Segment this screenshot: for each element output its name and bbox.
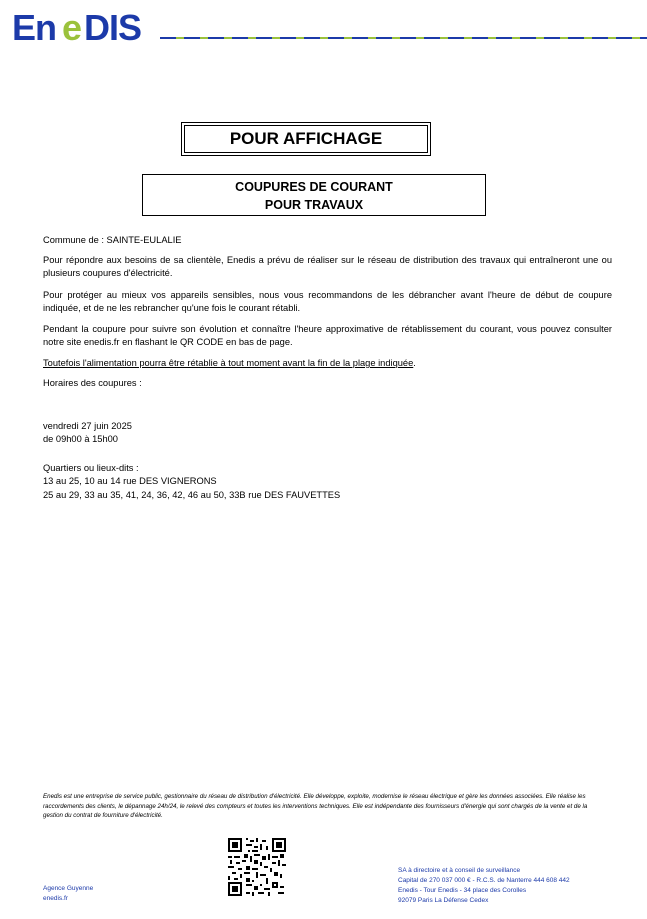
title-line-2: POUR TRAVAUX	[264, 198, 364, 212]
svg-text:En: En	[12, 8, 57, 48]
horaires-label: Horaires des coupures :	[43, 378, 142, 388]
outage-hours: de 09h00 à 15h00	[43, 434, 118, 444]
commune-line: Commune de : SAINTE-EULALIE	[43, 235, 182, 245]
legal-block	[398, 866, 570, 906]
svg-text:e: e	[62, 8, 82, 48]
legal-line: Enedis - Tour Enedis - 34 place des Corolles	[398, 887, 527, 894]
enedis-logo	[12, 8, 157, 48]
legal-line: SA à directoire et à conseil de surveillance	[398, 867, 521, 874]
warning-text: Toutefois l'alimentation pourra être rétablie à tout moment avant la fin de la plage indiquée	[43, 358, 414, 368]
agency-name: Agence Guyenne	[43, 885, 94, 892]
quartier-line: 25 au 29, 33 au 35, 41, 24, 36, 42, 46 au 50, 33B rue DES FAUVETTES	[43, 490, 341, 500]
footer-description: Enedis est une entreprise de service public, gestionnaire du réseau de distribution d'électricité. Elle développe, exploite, modernise le réseau électrique et gère les données associées. Elle réalise les raccordements des clients, le dépannage 24h/24, le relevé des compteurs et toutes les interventions techniques. Elle est indépendante des fournisseurs d'énergie qui sont chargés de la vente et de la gestion du contrat de fourniture d'électricité.	[43, 793, 588, 819]
legal-line: Capital de 270 037 000 € - R.C.S. de Nanterre 444 608 442	[398, 877, 570, 884]
warning-end: .	[413, 358, 416, 368]
logo-divider	[160, 37, 647, 41]
legal-line: 92079 Paris La Défense Cedex	[398, 897, 489, 904]
quartier-line: 13 au 25, 10 au 14 rue DES VIGNERONS	[43, 476, 217, 486]
title-box	[142, 174, 486, 216]
paragraph-1: Pour répondre aux besoins de sa clientèle, Enedis a prévu de réaliser sur le réseau de distribution des travaux qui entraîneront une ou plusieurs coupures d'électricité.	[43, 255, 612, 278]
warning-line	[43, 357, 612, 370]
title-line-1: COUPURES DE COURANT	[235, 180, 393, 194]
site-link[interactable]: enedis.fr	[43, 895, 68, 902]
agency-block	[43, 884, 93, 904]
svg-text:DIS: DIS	[84, 8, 142, 48]
quartiers-label: Quartiers ou lieux-dits :	[43, 463, 139, 473]
outage-date: vendredi 27 juin 2025	[43, 421, 132, 431]
paragraph-3: Pendant la coupure pour suivre son évolution et connaître l'heure approximative de rétablissement du courant, vous pouvez consulter notre site enedis.fr en flashant le QR CODE en bas de page.	[43, 324, 612, 347]
paragraph-2: Pour protéger au mieux vos appareils sensibles, nous vous recommandons de les débrancher avant l'heure de début de coupure indiquée, et de ne les rebrancher qu'une fois le courant rétabli.	[43, 290, 612, 313]
qr-code-icon[interactable]	[228, 838, 286, 896]
affichage-header: POUR AFFICHAGE	[181, 122, 431, 156]
